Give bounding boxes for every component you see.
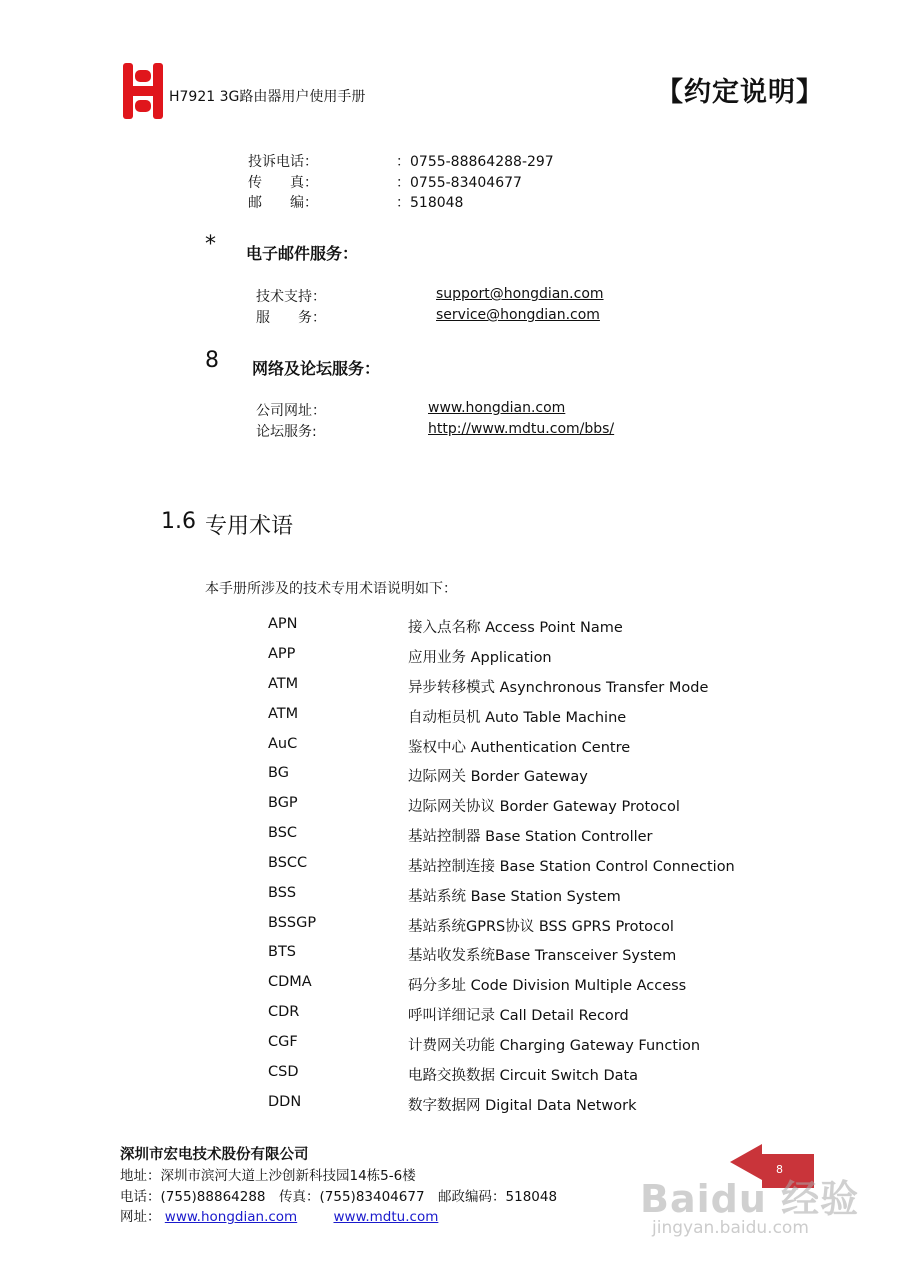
section-badge: 【约定说明】 (656, 77, 824, 108)
term-row (268, 944, 788, 968)
term-row (268, 1034, 788, 1058)
term-row (268, 1064, 788, 1088)
term-meaning: 边际网关 Border Gateway (408, 769, 588, 785)
footer-web (120, 1205, 438, 1225)
contact-value: ：518048 (396, 195, 464, 211)
term-abbr: DDN (268, 1094, 302, 1110)
term-abbr: CGF (268, 1034, 298, 1050)
email-bullet: * (205, 232, 216, 257)
contact-value: ：0755-83404677 (396, 175, 522, 191)
web-bullet: 8 (205, 348, 219, 373)
term-row (268, 616, 788, 640)
term-row (268, 974, 788, 998)
term-meaning: 基站控制连接 Base Station Control Connection (408, 859, 735, 875)
term-meaning: 基站收发系统Base Transceiver System (408, 948, 677, 964)
term-meaning: 电路交换数据 Circuit Switch Data (408, 1068, 639, 1084)
web-heading: 网络及论坛服务： (252, 359, 381, 378)
term-abbr: APN (268, 616, 298, 632)
email-row (256, 286, 616, 306)
term-meaning: 基站系统 Base Station System (408, 889, 621, 905)
term-row (268, 825, 788, 849)
contact-value: ：0755-88864288-297 (396, 154, 554, 170)
term-abbr: BSCC (268, 855, 308, 871)
term-row (268, 646, 788, 670)
term-row (268, 855, 788, 879)
manual-title: H7921 3G路由器用户使用手册 (169, 89, 366, 105)
section-title: 专用术语 (205, 514, 294, 539)
term-meaning: 接入点名称 Access Point Name (408, 620, 623, 636)
term-meaning: 基站系统GPRS协议 BSS GPRS Protocol (408, 919, 674, 935)
term-abbr: BG (268, 765, 289, 781)
term-row (268, 795, 788, 819)
email-heading: 电子邮件服务： (246, 244, 359, 263)
term-abbr: APP (268, 646, 296, 662)
baidu-watermark: Baidu 经验 (640, 1177, 860, 1221)
section-number: 1.6 (161, 509, 196, 534)
footer-phone: 电话：(755)88864288 传真：(755)83404677 邮政编码：518048 (120, 1189, 558, 1205)
term-meaning: 异步转移模式 Asynchronous Transfer Mode (408, 680, 709, 696)
web-label: 公司网址： (256, 403, 326, 419)
web-row (256, 421, 636, 441)
term-meaning: 码分多址 Code Division Multiple Access (408, 978, 687, 994)
baidu-watermark-url: jingyan.baidu.com (652, 1218, 809, 1238)
term-row (268, 706, 788, 730)
email-label: 服 务： (256, 310, 326, 326)
contact-row (248, 172, 608, 192)
footer-company: 深圳市宏电技术股份有限公司 (120, 1147, 309, 1163)
email-row (256, 307, 616, 327)
term-abbr: BSSGP (268, 915, 317, 931)
section-intro: 本手册所涉及的技术专用术语说明如下： (205, 581, 457, 597)
term-abbr: BTS (268, 944, 297, 960)
term-abbr: BSS (268, 885, 297, 901)
term-meaning: 边际网关协议 Border Gateway Protocol (408, 799, 680, 815)
term-row (268, 765, 788, 789)
term-abbr: BSC (268, 825, 298, 841)
footer-address: 地址：深圳市滨河大道上沙创新科技园14栋5-6楼 (120, 1168, 416, 1184)
term-meaning: 基站控制器 Base Station Controller (408, 829, 653, 845)
contact-row (248, 151, 608, 171)
company-site-link[interactable]: www.hongdian.com (428, 400, 566, 416)
web-label: 论坛服务: (256, 424, 317, 440)
company-logo (122, 62, 164, 120)
term-meaning: 应用业务 Application (408, 650, 552, 666)
contact-row (248, 192, 608, 212)
forum-link[interactable]: http://www.mdtu.com/bbs/ (428, 421, 615, 437)
footer-web-label: 网址： (120, 1209, 161, 1225)
service-email-link[interactable]: service@hongdian.com (436, 307, 600, 323)
email-label: 技术支持： (256, 289, 326, 305)
term-row (268, 1094, 788, 1118)
support-email-link[interactable]: support@hongdian.com (436, 286, 604, 302)
term-abbr: CDMA (268, 974, 312, 990)
term-row (268, 915, 788, 939)
page-number: 8 (776, 1163, 783, 1176)
term-meaning: 计费网关功能 Charging Gateway Function (408, 1038, 701, 1054)
term-row (268, 676, 788, 700)
term-row (268, 1004, 788, 1028)
term-meaning: 自动柜员机 Auto Table Machine (408, 710, 627, 726)
term-meaning: 数字数据网 Digital Data Network (408, 1098, 637, 1114)
term-abbr: BGP (268, 795, 298, 811)
term-abbr: CSD (268, 1064, 299, 1080)
contact-label: 投诉电话： (248, 154, 318, 170)
term-abbr: ATM (268, 706, 299, 722)
term-abbr: ATM (268, 676, 299, 692)
web-row (256, 400, 636, 420)
term-meaning: 呼叫详细记录 Call Detail Record (408, 1008, 629, 1024)
footer-web-link-2[interactable]: www.mdtu.com (333, 1209, 439, 1225)
term-row (268, 885, 788, 909)
footer-web-link-1[interactable]: www.hongdian.com (164, 1209, 298, 1225)
contact-label: 邮 编： (248, 195, 318, 211)
term-abbr: CDR (268, 1004, 300, 1020)
contact-label: 传 真： (248, 175, 318, 191)
term-row (268, 736, 788, 760)
term-abbr: AuC (268, 736, 298, 752)
term-meaning: 鉴权中心 Authentication Centre (408, 740, 631, 756)
